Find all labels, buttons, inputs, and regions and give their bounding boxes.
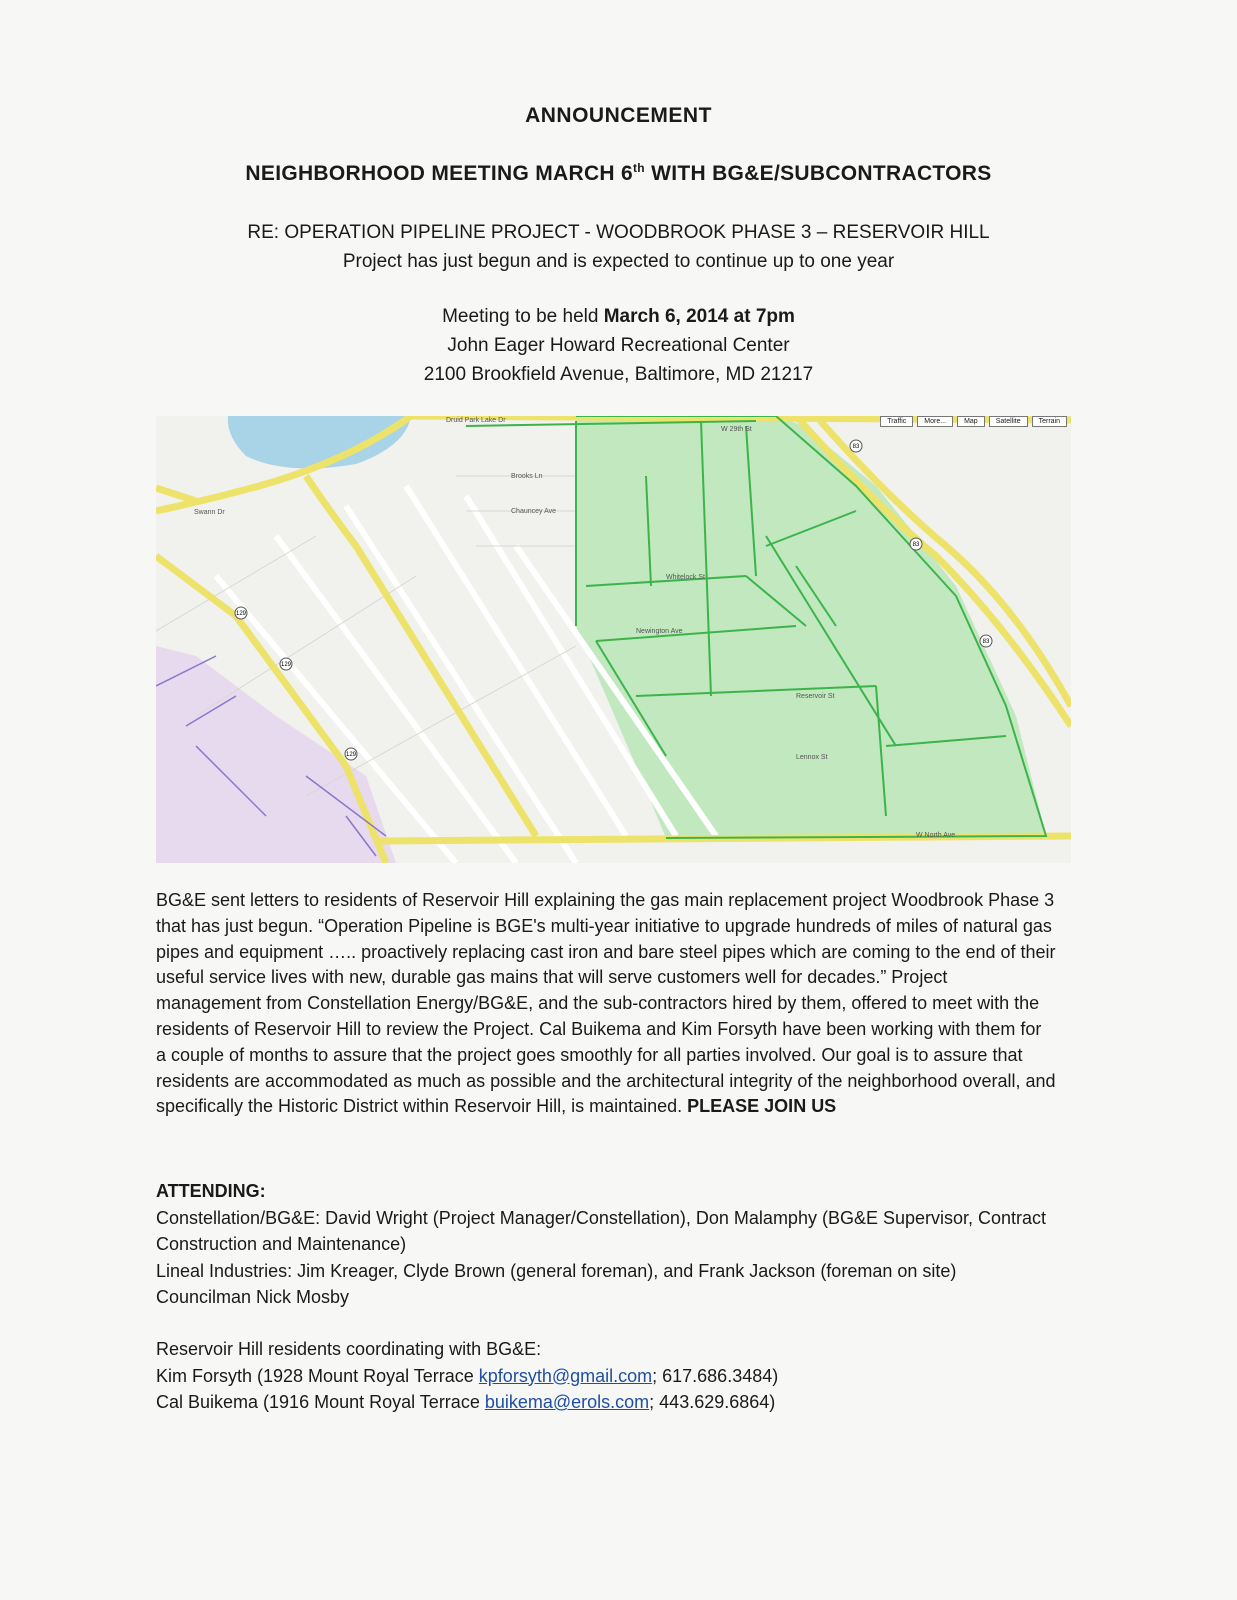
- meeting-date: March 6, 2014 at 7pm: [603, 306, 795, 327]
- map-type-controls: [880, 416, 1067, 427]
- attending-heading: ATTENDING:: [156, 1181, 266, 1201]
- meeting-when: [0, 302, 1237, 331]
- map-label-29th: W 29th St: [721, 426, 752, 433]
- meeting-address: 2100 Brookfield Avenue, Baltimore, MD 21217: [423, 364, 814, 385]
- contact-name-address: Kim Forsyth (1928 Mount Royal Terrace: [156, 1365, 479, 1386]
- meeting-details: [0, 302, 1237, 389]
- map-satellite-button[interactable]: Satellite: [989, 416, 1028, 427]
- resident-contact: [156, 1363, 1076, 1390]
- project-reference: [0, 218, 1237, 276]
- project-area-map: [156, 416, 1071, 863]
- email-link[interactable]: kpforsyth@gmail.com: [478, 1365, 653, 1386]
- join-us-callout: PLEASE JOIN US: [687, 1096, 837, 1117]
- announcement-title: ANNOUNCEMENT: [525, 104, 712, 127]
- resident-contact: [156, 1389, 1076, 1416]
- headline-part1: NEIGHBORHOOD MEETING MARCH 6: [245, 162, 634, 185]
- project-description: [156, 888, 1056, 1120]
- map-graphic: [156, 416, 1071, 863]
- attendee-line: Lineal Industries: Jim Kreager, Clyde Brown (general foreman), and Frank Jackson (foreman on site): [156, 1260, 957, 1281]
- shield-83-a: 83: [852, 444, 860, 450]
- attendee-line: Councilman Nick Mosby: [156, 1287, 350, 1307]
- attendee-line: Constellation/BG&E: David Wright (Project Manager/Constellation), Don Malamphy (BG&E Supervisor, Contract Construction and Maintenance): [156, 1207, 1047, 1254]
- map-label-newington: Newington Ave: [636, 628, 683, 635]
- map-label-lennox: Lennox St: [796, 754, 828, 761]
- shield-129-c: 129: [345, 752, 357, 758]
- contact-name-address: Cal Buikema (1916 Mount Royal Terrace: [156, 1392, 485, 1412]
- map-terrain-button[interactable]: Terrain: [1032, 416, 1067, 427]
- email-link[interactable]: buikema@erols.com: [484, 1392, 650, 1412]
- meeting-venue: John Eager Howard Recreational Center: [447, 335, 790, 356]
- project-reference-line2: Project has just begun and is expected to continue up to one year: [342, 251, 895, 272]
- residents-heading: Reservoir Hill residents coordinating with BG&E:: [156, 1339, 542, 1359]
- shield-83-c: 83: [982, 639, 990, 645]
- project-reference-line1: RE: OPERATION PIPELINE PROJECT - WOODBROOK PHASE 3 – RESERVOIR HILL: [247, 222, 990, 243]
- map-label-chauncey: Chauncey Ave: [511, 508, 557, 515]
- map-label-brooks: Brooks Ln: [511, 473, 543, 480]
- shield-129-b: 129: [280, 662, 292, 668]
- contact-phone: ; 443.629.6864): [649, 1392, 776, 1412]
- map-label-whitelock: Whitelock St: [666, 574, 705, 581]
- headline-part2: WITH BG&E/SUBCONTRACTORS: [644, 162, 992, 185]
- attending-section: [156, 1178, 1076, 1311]
- contact-phone: ; 617.686.3484): [652, 1365, 779, 1386]
- map-label-swann: Swann Dr: [194, 509, 225, 516]
- map-map-button[interactable]: Map: [957, 416, 985, 427]
- map-label-reservoir: Reservoir St: [796, 693, 835, 700]
- headline-superscript: th: [633, 161, 645, 175]
- shield-83-b: 83: [912, 542, 920, 548]
- map-label-druid-park: Druid Park Lake Dr: [446, 417, 506, 424]
- map-label-north-ave: W North Ave: [916, 832, 956, 839]
- druid-lake-water: [228, 416, 411, 469]
- residents-section: [156, 1336, 1076, 1416]
- meeting-prefix: Meeting to be held: [442, 306, 604, 327]
- meeting-headline: [0, 161, 1237, 186]
- map-more-button[interactable]: More...: [917, 416, 953, 427]
- map-traffic-button[interactable]: Traffic: [880, 416, 913, 427]
- description-text: BG&E sent letters to residents of Reservoir Hill explaining the gas main replacement project Woodbrook Phase 3 that has just begun. “Operation Pipeline is BGE's multi-year initiative to upgrade hundreds of miles of natural gas pipes and equipment ….. proactively replacing cast iron and bare steel pipes which are coming to the end of their useful service lives with new, durable gas mains that will serve customers well for decades.” Project management from Constellation Energy/BG&E, and the sub-contractors hired by them, offered to meet with the residents of Reservoir Hill to review the Project. Cal Buikema and Kim Forsyth have been working with them for a couple of months to assure that the project goes smoothly for all parties involved. Our goal is to assure that residents are accommodated as much as possible and the architectural integrity of the neighborhood overall, and specifically the Historic District within Reservoir Hill, is maintained.: [156, 890, 1056, 1117]
- shield-129-a: 129: [235, 611, 247, 617]
- adjacent-district-area: [156, 646, 396, 863]
